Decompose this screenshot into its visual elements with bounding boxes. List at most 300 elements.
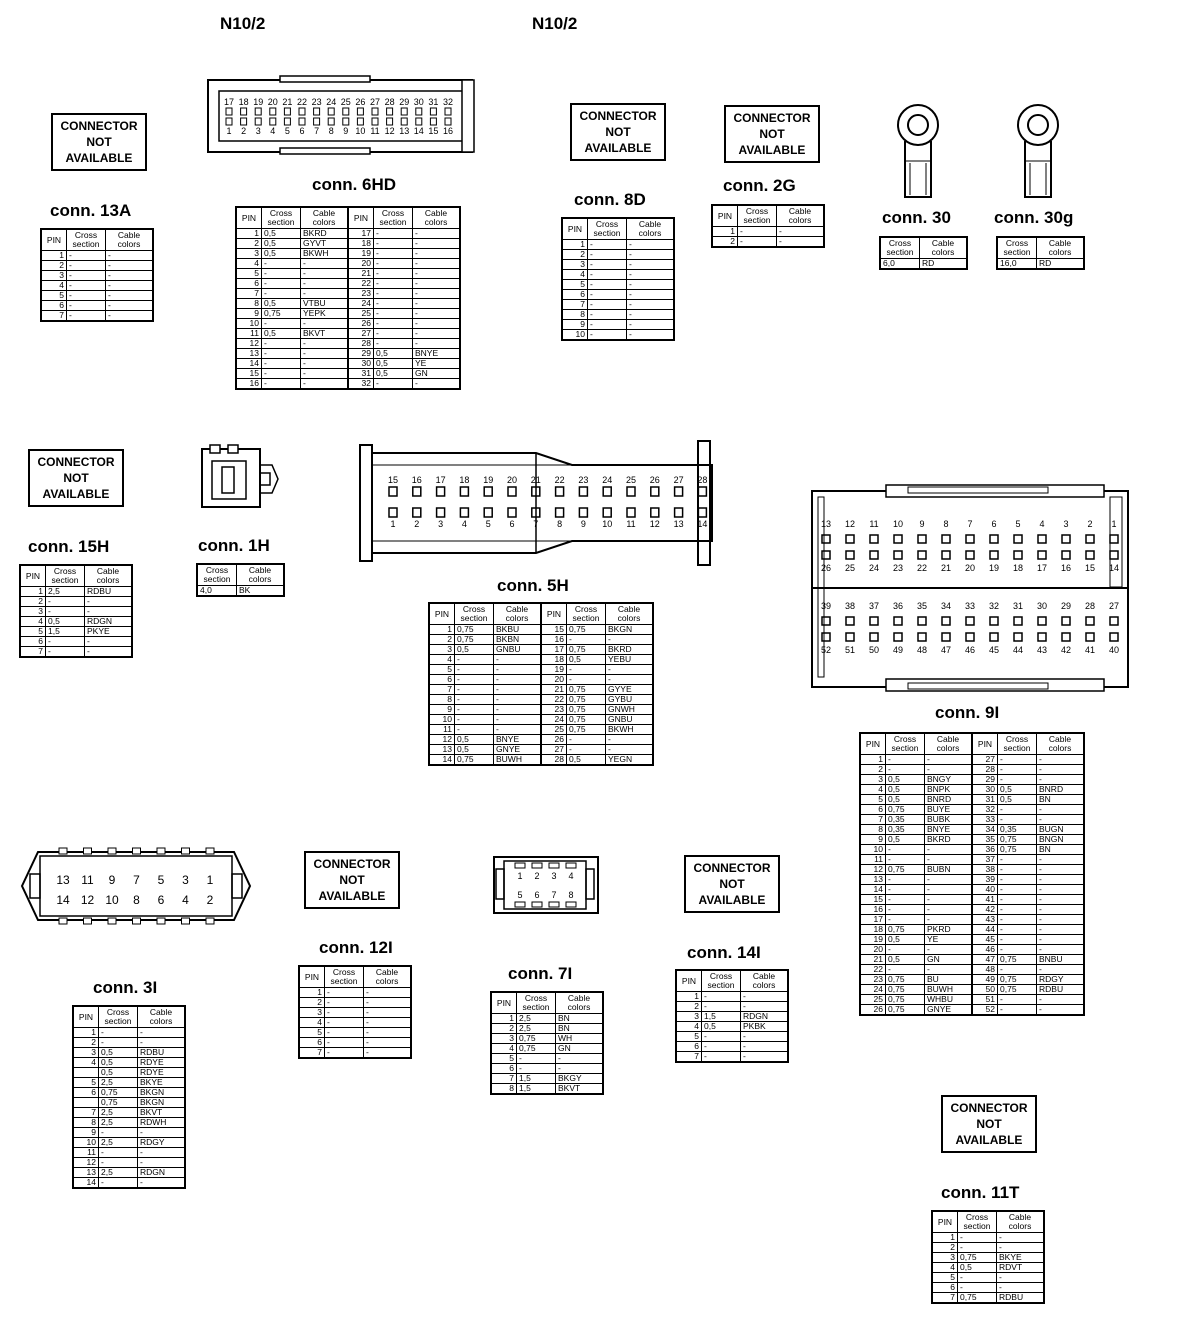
pin-cavity bbox=[284, 118, 290, 125]
table-row: 1 - - bbox=[676, 992, 788, 1002]
pin-label: 8 bbox=[328, 126, 334, 136]
pin-label: 3 bbox=[255, 126, 261, 136]
pin-cavity bbox=[328, 118, 334, 125]
title-13A: conn. 13A bbox=[50, 201, 132, 220]
pin-cavity bbox=[255, 118, 261, 125]
table-row: 12 0,75 BUBN 38 - - bbox=[860, 865, 1084, 875]
table-row: 16 - - 32 - - bbox=[236, 379, 460, 390]
table-row: 4 0,5 PKBK bbox=[676, 1022, 788, 1032]
pin-cavity bbox=[1038, 535, 1046, 543]
table-6HD bbox=[235, 206, 461, 390]
pin-label: 13 bbox=[820, 519, 832, 529]
pin-cavity bbox=[579, 508, 587, 517]
pin-label: 14 bbox=[1108, 563, 1120, 573]
pin-latch bbox=[59, 848, 67, 854]
pin-label: 18 bbox=[459, 475, 470, 485]
table-row: 10 2,5 RDGY bbox=[73, 1138, 185, 1148]
pin-label: 28 bbox=[697, 475, 708, 485]
pin-label: 8 bbox=[568, 890, 574, 900]
pin-label: 4 bbox=[568, 871, 574, 881]
title-15H: conn. 15H bbox=[28, 537, 110, 556]
title-9I: conn. 9I bbox=[935, 703, 1000, 722]
table-row: 3 - - bbox=[562, 260, 674, 270]
pin-cavity bbox=[822, 617, 830, 625]
pin-cavity bbox=[460, 487, 468, 496]
pin-label: 10 bbox=[602, 519, 613, 529]
pin-cavity bbox=[515, 863, 525, 868]
table-row: 24 0,75 BUWH 50 0,75 RDBU bbox=[860, 985, 1084, 995]
table-row: 9 - - bbox=[73, 1128, 185, 1138]
table-row: 13 0,5 GNYE 27 - - bbox=[429, 745, 653, 755]
pin-cavity bbox=[357, 118, 363, 125]
pin-cavity bbox=[870, 535, 878, 543]
pin-table-c11T: PIN Cross section Cable colors 1 - - 2 - - 3 0,75 BKYE 4 0,5 RDVT 5 - - 6 - - 7 0,75 RDBU bbox=[931, 1210, 1045, 1304]
pin-label: 50 bbox=[868, 645, 880, 655]
pin-label: 25 bbox=[844, 563, 856, 573]
pin-latch bbox=[182, 848, 190, 854]
table-11T bbox=[931, 1210, 1045, 1304]
pin-cavity bbox=[918, 535, 926, 543]
pin-label: 4 bbox=[461, 519, 467, 529]
pin-latch bbox=[157, 848, 165, 854]
pin-latch bbox=[108, 918, 116, 924]
pin-cavity bbox=[1014, 633, 1022, 641]
pin-cavity bbox=[387, 108, 393, 115]
table-row: 1 - - bbox=[932, 1233, 1044, 1243]
pin-cavity bbox=[603, 487, 611, 496]
pin-cavity bbox=[966, 633, 974, 641]
pin-cavity bbox=[822, 633, 830, 641]
table-2G bbox=[711, 204, 825, 248]
not-available-15H: CONNECTOR NOT AVAILABLE bbox=[28, 449, 124, 507]
pin-cavity bbox=[508, 487, 516, 496]
table-row: 1 0,75 BKBU 15 0,75 BKGN bbox=[429, 625, 653, 635]
table-row: 5 2,5 BKYE bbox=[73, 1078, 185, 1088]
table-row: 20 - - 46 - - bbox=[860, 945, 1084, 955]
table-row: 25 0,75 WHBU 51 - - bbox=[860, 995, 1084, 1005]
pin-label: 2 bbox=[206, 893, 214, 907]
pin-latch bbox=[59, 918, 67, 924]
not-available-13A: CONNECTOR NOT AVAILABLE bbox=[51, 113, 147, 171]
pin-cavity bbox=[966, 535, 974, 543]
table-row: 12 - - 28 - - bbox=[236, 339, 460, 349]
pin-table-c8D: PIN Cross section Cable colors 1 - - 2 - - 3 - - 4 - - 5 - - 6 - - 7 - - 8 - - 9 - - 10 - - bbox=[561, 217, 675, 341]
pin-label: 31 bbox=[1012, 601, 1024, 611]
table-row: 2 - - 28 - - bbox=[860, 765, 1084, 775]
table-row: 11 - - bbox=[73, 1148, 185, 1158]
pin-cavity bbox=[445, 108, 451, 115]
pin-label: 1 bbox=[206, 873, 214, 887]
pin-cavity bbox=[870, 633, 878, 641]
pin-label: 18 bbox=[1012, 563, 1024, 573]
pin-label: 38 bbox=[844, 601, 856, 611]
pin-cavity bbox=[942, 617, 950, 625]
table-8D bbox=[561, 217, 675, 341]
pin-label: 21 bbox=[940, 563, 952, 573]
table-row: 5 - - bbox=[676, 1032, 788, 1042]
table-5H bbox=[428, 602, 654, 766]
pin-cavity bbox=[299, 108, 305, 115]
table-row: 5 0,5 BNRD 31 0,5 BN bbox=[860, 795, 1084, 805]
table-7I bbox=[490, 991, 604, 1095]
pin-label: 1 bbox=[1111, 519, 1117, 529]
table-row: 7 - - bbox=[562, 300, 674, 310]
pin-label: 27 bbox=[673, 475, 684, 485]
pin-cavity bbox=[401, 118, 407, 125]
pin-cavity bbox=[1110, 633, 1118, 641]
pin-cavity bbox=[566, 902, 576, 907]
table-row: 2 - - bbox=[73, 1038, 185, 1048]
table-row: 7 0,35 BUBK 33 - - bbox=[860, 815, 1084, 825]
table-30g bbox=[996, 236, 1085, 270]
table-row: 10 - - bbox=[562, 330, 674, 341]
table-row: 13 2,5 RDGN bbox=[73, 1168, 185, 1178]
table-row: 13 - - 29 0,5 BNYE bbox=[236, 349, 460, 359]
table-row: 1 2,5 RDBU bbox=[20, 587, 132, 597]
table-row: 2 - - bbox=[932, 1243, 1044, 1253]
table-row: 8 - - 22 0,75 GYBU bbox=[429, 695, 653, 705]
table-row: 6 0,75 BUYE 32 - - bbox=[860, 805, 1084, 815]
pin-label: 44 bbox=[1012, 645, 1024, 655]
pin-cavity bbox=[241, 118, 247, 125]
pin-cavity bbox=[416, 108, 422, 115]
table-row: 5 1,5 PKYE bbox=[20, 627, 132, 637]
pin-label: 7 bbox=[133, 873, 140, 887]
pin-label: 13 bbox=[56, 873, 70, 887]
header-right: N10/2 bbox=[532, 14, 578, 33]
title-8D: conn. 8D bbox=[574, 190, 646, 209]
pin-cavity bbox=[255, 108, 261, 115]
pin-cavity bbox=[445, 118, 451, 125]
pin-cavity bbox=[532, 863, 542, 868]
title-30: conn. 30 bbox=[882, 208, 951, 227]
title-30g: conn. 30g bbox=[994, 208, 1074, 227]
pin-label: 51 bbox=[844, 645, 856, 655]
pin-label: 42 bbox=[1060, 645, 1072, 655]
pin-label: 8 bbox=[943, 519, 949, 529]
pin-cavity bbox=[343, 118, 349, 125]
table-row: 9 - - bbox=[562, 320, 674, 330]
pin-label: 6 bbox=[509, 519, 515, 529]
table-30 bbox=[879, 236, 968, 270]
pin-cavity bbox=[894, 633, 902, 641]
not-available-11T: CONNECTOR NOT AVAILABLE bbox=[941, 1095, 1037, 1153]
pin-cavity bbox=[1014, 535, 1022, 543]
pin-label: 7 bbox=[314, 126, 320, 136]
pin-cavity bbox=[413, 487, 421, 496]
table-row: 15 - - 31 0,5 GN bbox=[236, 369, 460, 379]
table-row: 3 0,75 WH bbox=[491, 1034, 603, 1044]
table-row: 7 - - bbox=[676, 1052, 788, 1063]
pin-cavity bbox=[299, 118, 305, 125]
pin-label: 10 bbox=[892, 519, 904, 529]
table-row: 4 0,5 BNPK 30 0,5 BNRD bbox=[860, 785, 1084, 795]
pin-label: 11 bbox=[81, 873, 94, 887]
pin-cavity bbox=[870, 617, 878, 625]
pin-label: 29 bbox=[1060, 601, 1072, 611]
pin-cavity bbox=[627, 487, 635, 496]
pin-cavity bbox=[822, 551, 830, 559]
table-row: 7 - - bbox=[41, 311, 153, 322]
pin-label: 49 bbox=[892, 645, 904, 655]
pin-table-c14I: PIN Cross section Cable colors 1 - - 2 - - 3 1,5 RDGN 4 0,5 PKBK 5 - - 6 - - 7 - - bbox=[675, 969, 789, 1063]
pin-latch bbox=[84, 848, 92, 854]
pin-label: 15 bbox=[1084, 563, 1096, 573]
pin-label: 24 bbox=[868, 563, 880, 573]
pin-label: 22 bbox=[916, 563, 928, 573]
pin-latch bbox=[108, 848, 116, 854]
pin-latch bbox=[206, 918, 214, 924]
pin-label: 5 bbox=[284, 126, 290, 136]
pin-label: 19 bbox=[988, 563, 1000, 573]
pin-label: 27 bbox=[369, 97, 381, 107]
pin-cavity bbox=[846, 551, 854, 559]
pin-cavity bbox=[966, 617, 974, 625]
table-row: 2 0,5 GYVT 18 - - bbox=[236, 239, 460, 249]
table-row: 15 - - 41 - - bbox=[860, 895, 1084, 905]
title-5H: conn. 5H bbox=[497, 576, 569, 595]
connector-1H-drawing bbox=[198, 443, 284, 513]
pin-cavity bbox=[675, 487, 683, 496]
pin-cavity bbox=[1110, 535, 1118, 543]
table-row: 26 0,75 GNYE 52 - - bbox=[860, 1005, 1084, 1016]
pin-label: 26 bbox=[649, 475, 660, 485]
connector-9I-drawing bbox=[808, 483, 1136, 693]
terminal-30g-drawing bbox=[1015, 103, 1063, 199]
pin-label: 3 bbox=[1063, 519, 1069, 529]
table-row: 9 0,5 BKRD 35 0,75 BNGN bbox=[860, 835, 1084, 845]
table-row: 14 - - 30 0,5 YE bbox=[236, 359, 460, 369]
pin-cavity bbox=[894, 551, 902, 559]
table-row: 5 - - bbox=[41, 291, 153, 301]
pin-cavity bbox=[1038, 551, 1046, 559]
table-15H bbox=[19, 564, 133, 658]
pin-cavity bbox=[314, 108, 320, 115]
table-row: 4 - - bbox=[562, 270, 674, 280]
pin-label: 30 bbox=[1036, 601, 1048, 611]
pin-label: 16 bbox=[442, 126, 454, 136]
table-row: 3 - - bbox=[299, 1008, 411, 1018]
table-row: 14 - - bbox=[73, 1178, 185, 1189]
pin-cavity bbox=[1086, 617, 1094, 625]
pin-cavity bbox=[484, 487, 492, 496]
table-row: 2 - - bbox=[20, 597, 132, 607]
table-row: 16,0 RD bbox=[997, 259, 1084, 270]
pin-cavity bbox=[942, 551, 950, 559]
table-row: 2 - - bbox=[41, 261, 153, 271]
pin-label: 36 bbox=[892, 601, 904, 611]
pin-cavity bbox=[1038, 633, 1046, 641]
pin-cavity bbox=[1062, 633, 1070, 641]
pin-label: 12 bbox=[80, 893, 95, 907]
table-row: 7 2,5 BKVT bbox=[73, 1108, 185, 1118]
pin-cavity bbox=[1062, 551, 1070, 559]
pin-label: 9 bbox=[919, 519, 925, 529]
pin-label: 11 bbox=[370, 126, 380, 136]
title-3I: conn. 3I bbox=[93, 978, 158, 997]
pin-cavity bbox=[894, 535, 902, 543]
pin-cavity bbox=[508, 508, 516, 517]
pin-label: 28 bbox=[384, 97, 395, 107]
table-row: 6 - - bbox=[20, 637, 132, 647]
pin-table-c1H: Cross section Cable colors 4,0 BK bbox=[196, 563, 285, 597]
table-row: 2 2,5 BN bbox=[491, 1024, 603, 1034]
pin-cavity bbox=[698, 487, 706, 496]
table-row: 1 - - 27 - - bbox=[860, 755, 1084, 765]
pin-label: 22 bbox=[296, 97, 308, 107]
pin-cavity bbox=[387, 118, 393, 125]
pin-label: 37 bbox=[868, 601, 880, 611]
pin-cavity bbox=[401, 108, 407, 115]
table-row: 19 0,5 YE 45 - - bbox=[860, 935, 1084, 945]
pin-table-c30g: Cross section Cable colors 16,0 RD bbox=[996, 236, 1085, 270]
pin-label: 45 bbox=[988, 645, 1000, 655]
pin-label: 11 bbox=[869, 519, 879, 529]
pin-latch bbox=[133, 918, 141, 924]
table-row: 3 0,75 BKYE bbox=[932, 1253, 1044, 1263]
pin-label: 7 bbox=[967, 519, 973, 529]
pin-label: 4 bbox=[1039, 519, 1045, 529]
pin-cavity bbox=[416, 118, 422, 125]
table-row: 4 0,5 RDGN bbox=[20, 617, 132, 627]
pin-label: 52 bbox=[820, 645, 832, 655]
pin-cavity bbox=[1086, 535, 1094, 543]
pin-label: 8 bbox=[557, 519, 563, 529]
table-row: 6 - - 22 - - bbox=[236, 279, 460, 289]
pin-label: 14 bbox=[413, 126, 424, 136]
table-row: 18 0,75 PKRD 44 - - bbox=[860, 925, 1084, 935]
pin-label: 12 bbox=[649, 519, 660, 529]
table-row: 1 - - bbox=[73, 1028, 185, 1038]
table-row: 7 1,5 BKGY bbox=[491, 1074, 603, 1084]
pin-label: 41 bbox=[1084, 645, 1096, 655]
pin-label: 1 bbox=[226, 126, 232, 136]
pin-label: 15 bbox=[428, 126, 439, 136]
table-row: 22 - - 48 - - bbox=[860, 965, 1084, 975]
pin-cavity bbox=[1086, 551, 1094, 559]
table-row: 6 - - bbox=[676, 1042, 788, 1052]
pin-label: 23 bbox=[892, 563, 904, 573]
table-row: 4,0 BK bbox=[197, 586, 284, 597]
pin-label: 12 bbox=[844, 519, 856, 529]
pin-cavity bbox=[1110, 617, 1118, 625]
pin-label: 32 bbox=[442, 97, 454, 107]
pin-cavity bbox=[918, 617, 926, 625]
table-row: 3 - - bbox=[41, 271, 153, 281]
table-row: 6 - - bbox=[299, 1038, 411, 1048]
pin-label: 46 bbox=[964, 645, 976, 655]
pin-cavity bbox=[651, 487, 659, 496]
table-row: 10 - - 26 - - bbox=[236, 319, 460, 329]
title-6HD: conn. 6HD bbox=[312, 175, 397, 194]
pin-cavity bbox=[430, 108, 436, 115]
pin-label: 48 bbox=[916, 645, 928, 655]
pin-cavity bbox=[1014, 551, 1022, 559]
pin-label: 1 bbox=[390, 519, 396, 529]
pin-label: 12 bbox=[384, 126, 395, 136]
pin-label: 22 bbox=[554, 475, 565, 485]
table-row: 7 - - 23 - - bbox=[236, 289, 460, 299]
table-row: 10 - - 24 0,75 GNBU bbox=[429, 715, 653, 725]
pin-cavity bbox=[549, 863, 559, 868]
pin-label: 17 bbox=[223, 97, 235, 107]
table-row: 6 0,75 BKGN bbox=[73, 1088, 185, 1098]
table-row: 5 - - 19 - - bbox=[429, 665, 653, 675]
pin-cavity bbox=[942, 535, 950, 543]
pin-label: 18 bbox=[238, 97, 249, 107]
pin-label: 2 bbox=[1087, 519, 1093, 529]
pin-label: 30 bbox=[413, 97, 424, 107]
pin-cavity bbox=[389, 487, 397, 496]
pin-cavity bbox=[532, 902, 542, 907]
pin-label: 3 bbox=[182, 873, 189, 887]
pin-cavity bbox=[549, 902, 559, 907]
table-row: 3 1,5 RDGN bbox=[676, 1012, 788, 1022]
pin-cavity bbox=[328, 108, 334, 115]
table-row: 5 - - bbox=[491, 1054, 603, 1064]
pin-latch bbox=[84, 918, 92, 924]
pin-label: 5 bbox=[1015, 519, 1021, 529]
pin-latch bbox=[182, 918, 190, 924]
pin-cavity bbox=[822, 535, 830, 543]
pin-label: 17 bbox=[1036, 563, 1048, 573]
not-available-12I: CONNECTOR NOT AVAILABLE bbox=[304, 851, 400, 909]
table-row: 5 - - bbox=[932, 1273, 1044, 1283]
pin-label: 13 bbox=[673, 519, 684, 529]
pin-label: 26 bbox=[820, 563, 832, 573]
table-row: 5 - - bbox=[562, 280, 674, 290]
pin-label: 9 bbox=[343, 126, 349, 136]
pin-cavity bbox=[990, 633, 998, 641]
pin-cavity bbox=[918, 551, 926, 559]
pin-cavity bbox=[846, 535, 854, 543]
table-row: 2 - - bbox=[299, 998, 411, 1008]
pin-label: 19 bbox=[253, 97, 264, 107]
pin-label: 4 bbox=[270, 126, 276, 136]
pin-label: 31 bbox=[428, 97, 439, 107]
pin-label: 25 bbox=[625, 475, 637, 485]
connector-6HD-drawing bbox=[205, 75, 477, 157]
pin-table-c12I: PIN Cross section Cable colors 1 - - 2 - - 3 - - 4 - - 5 - - 6 - - 7 - - bbox=[298, 965, 412, 1059]
table-row: 1 - - bbox=[299, 988, 411, 998]
pin-label: 23 bbox=[578, 475, 589, 485]
table-row: 5 - - 21 - - bbox=[236, 269, 460, 279]
pin-label: 5 bbox=[157, 873, 165, 887]
table-13A bbox=[40, 228, 154, 322]
pin-cavity bbox=[651, 508, 659, 517]
table-row: 5 - - bbox=[299, 1028, 411, 1038]
pin-cavity bbox=[566, 863, 576, 868]
pin-table-c5H: PIN Cross section Cable colors PIN Cross section Cable colors 1 0,75 BKBU 15 0,75 BKGN 2 0,75 BKBN 16 - - 3 0,5 GNBU 17 0,75 BKRD 4 - - 18 0,5 YEBU 5 - - 19 - - 6 - - 20 - - 7 - - 21 0,75 GYYE 8 - - 22 0,75 GYBU 9 - - 23 0,75 GNWH 10 - - 24 0,75 GNBU 11 - - 25 0,75 BKWH 12 0,5 BNYE 26 - - 13 0,5 GNYE 27 - - 14 0,75 BUWH 28 0,5 YEGN bbox=[428, 602, 654, 766]
table-row: 16 - - 42 - - bbox=[860, 905, 1084, 915]
pin-label: 6 bbox=[991, 519, 997, 529]
pin-cavity bbox=[372, 108, 378, 115]
pin-label: 16 bbox=[1060, 563, 1072, 573]
pin-cavity bbox=[460, 508, 468, 517]
table-row: 8 - - bbox=[562, 310, 674, 320]
pin-label: 5 bbox=[517, 890, 523, 900]
table-row: 3 0,5 BNGY 29 - - bbox=[860, 775, 1084, 785]
terminal-30-drawing bbox=[895, 103, 943, 199]
pin-cavity bbox=[226, 108, 232, 115]
pin-label: 34 bbox=[940, 601, 952, 611]
pin-cavity bbox=[990, 535, 998, 543]
table-row: 6 - - bbox=[491, 1064, 603, 1074]
pin-label: 7 bbox=[533, 519, 539, 529]
pin-label: 5 bbox=[485, 519, 491, 529]
pin-cavity bbox=[846, 633, 854, 641]
pin-label: 3 bbox=[551, 871, 557, 881]
